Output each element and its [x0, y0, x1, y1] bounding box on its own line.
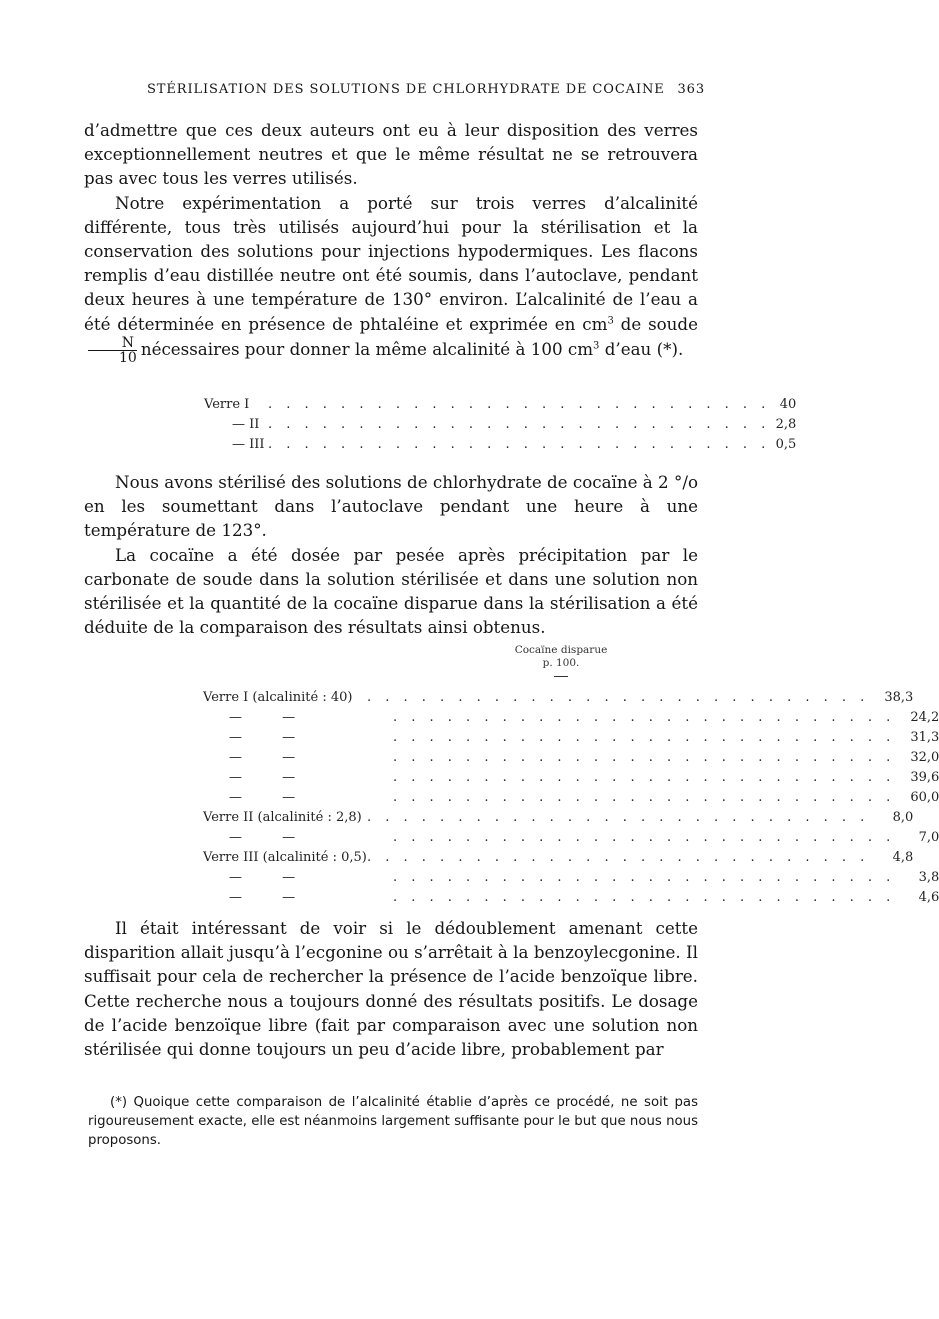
leader-dots: . . . . . . . . . . . . . . . . . . . . . . . . . . . .: [393, 729, 896, 745]
column-header-rule: [554, 676, 568, 677]
results-table: [203, 687, 939, 907]
p2-superscript-2: 3: [593, 340, 600, 352]
fraction-n-over-10: [88, 336, 137, 365]
row-label: Verre II (alcalinité : 2,8): [203, 809, 362, 825]
leader-dots: . . . . . . . . . . . . . . . . . . . . . . . . . . . .: [268, 436, 771, 452]
row-value: 24,2: [910, 709, 939, 725]
paragraph-3: Nous avons stérilisé des solutions de chlorhydrate de cocaïne à 2 °/o en les soumettant dans l’autoclave pendant une heure à une température de 123°.: [84, 472, 698, 541]
row-label: — —: [229, 749, 314, 765]
paragraph-5: Il était intéressant de voir si le dédoublement amenant cette disparition allait jusqu’à l’ecgonine ou s’arrêtait à la benzoylecgonine. Il suffisait pour cela de rechercher la présence de l’acide benzoïque libre. Cette recherche nous a toujours donné des résultats positifs. Le dosage de l’acide benzoïque libre (fait par comparaison avec une solution non stérilisée qui donne toujours un peu d’acide libre, probablement par: [84, 918, 698, 1060]
table-row: [204, 394, 797, 414]
row-value: 32,0: [910, 749, 939, 765]
row-value: 31,3: [910, 729, 939, 745]
p2-superscript-1: 3: [607, 315, 614, 327]
fraction-denominator: 10: [119, 349, 137, 366]
row-label: Verre I: [204, 396, 250, 412]
leader-dots: . . . . . . . . . . . . . . . . . . . . . . . . . . . .: [393, 789, 896, 805]
running-title: STÉRILISATION DES SOLUTIONS DE CHLORHYDRATE DE COCAINE: [147, 82, 665, 97]
row-label: — —: [229, 869, 314, 885]
table-row: [203, 867, 939, 887]
body-text-3: [84, 916, 698, 1061]
table-row: [204, 434, 797, 454]
paragraph-1: d’admettre que ces deux auteurs ont eu à leur disposition des verres exceptionnellement neutres et que le même résultat ne se retrouvera pas avec tous les verres utilisés.: [84, 120, 698, 189]
row-label: — III: [232, 436, 265, 452]
paragraph-4: La cocaïne a été dosée par pesée après précipitation par le carbonate de soude dans la solution stérilisée et dans une solution non stérilisée et la quantité de la cocaïne disparue dans la stérilisation a été déduite de la comparaison des résultats ainsi obtenus.: [84, 544, 698, 638]
leader-dots: . . . . . . . . . . . . . . . . . . . . . . . . . . . .: [393, 769, 896, 785]
leader-dots: . . . . . . . . . . . . . . . . . . . . . . . . . . . .: [393, 869, 896, 885]
table-row: [203, 727, 939, 747]
row-value: 7,0: [918, 829, 939, 845]
row-label: — —: [229, 829, 314, 845]
p2-text-c: nécessaires pour donner la même alcalinité à 100 cm: [140, 338, 594, 359]
leader-dots: . . . . . . . . . . . . . . . . . . . . . . . . . . . .: [393, 749, 896, 765]
row-value: 4,8: [892, 849, 914, 865]
table-row: [203, 847, 914, 867]
row-label: — —: [229, 889, 314, 905]
row-value: 8,0: [892, 809, 914, 825]
row-label: Verre III (alcalinité : 0,5): [203, 849, 367, 865]
leader-dots: . . . . . . . . . . . . . . . . . . . . . . . . . . . .: [393, 709, 896, 725]
row-label: — II: [232, 416, 260, 432]
leader-dots: . . . . . . . . . . . . . . . . . . . . . . . . . . . .: [268, 416, 771, 432]
table-row: [203, 807, 914, 827]
row-label: — —: [229, 769, 314, 785]
row-label: — —: [229, 709, 314, 725]
paragraph-2: [84, 191, 698, 365]
p2-text-d: d’eau (*).: [599, 338, 684, 359]
table-row: [204, 414, 797, 434]
footnote: [88, 1093, 698, 1150]
table-row: [203, 887, 939, 907]
leader-dots: . . . . . . . . . . . . . . . . . . . . . . . . . . . .: [367, 849, 870, 865]
leader-dots: . . . . . . . . . . . . . . . . . . . . . . . . . . . .: [393, 829, 896, 845]
alkalinity-table: [204, 394, 797, 454]
row-value: 2,8: [775, 416, 797, 432]
leader-dots: . . . . . . . . . . . . . . . . . . . . . . . . . . . .: [393, 889, 896, 905]
row-value: 40: [779, 396, 797, 412]
page-number: 363: [677, 82, 705, 97]
row-value: 0,5: [775, 436, 797, 452]
leader-dots: . . . . . . . . . . . . . . . . . . . . . . . . . . . .: [367, 689, 870, 705]
fraction-numerator: N: [88, 336, 137, 351]
row-value: 3,8: [918, 869, 939, 885]
row-value: 39,6: [910, 769, 939, 785]
table-row: [203, 687, 914, 707]
table-row: [203, 827, 939, 847]
footnote-text: (*) Quoique cette comparaison de l’alcalinité établie d’après ce procédé, ne soit pas rigoureusement exacte, elle est néanmoins largement suffisante pour le but que nous nous proposons.: [88, 1095, 698, 1148]
p2-text-a: Notre expérimentation a porté sur trois verres d’alcalinité différente, tous très utilisés aujourd’hui pour la stérilisation et la conservation des solutions pour injections hypodermiques. Les flacons remplis d’eau distillée neutre ont été soumis, dans l’autoclave, pendant deux heures à une température de 130° environ. L’alcalinité de l’eau a été déterminée en présence de phtaléine et exprimée en cm: [84, 192, 698, 334]
leader-dots: . . . . . . . . . . . . . . . . . . . . . . . . . . . .: [268, 396, 771, 412]
body-text-2: [84, 470, 698, 639]
column-header-line-2: p. 100.: [542, 657, 580, 669]
leader-dots: . . . . . . . . . . . . . . . . . . . . . . . . . . . .: [367, 809, 870, 825]
row-label: — —: [229, 729, 314, 745]
table-row: [203, 747, 939, 767]
results-column-header: [496, 644, 626, 677]
p2-text-b: de soude: [613, 313, 698, 334]
row-value: 60,0: [910, 789, 939, 805]
table-row: [203, 787, 939, 807]
body-text: [84, 118, 698, 365]
row-label: — —: [229, 789, 314, 805]
row-value: 38,3: [884, 689, 914, 705]
table-row: [203, 767, 939, 787]
table-row: [203, 707, 939, 727]
running-head: [95, 82, 705, 97]
row-value: 4,6: [918, 889, 939, 905]
row-label: Verre I (alcalinité : 40): [203, 689, 353, 705]
column-header-line-1: Cocaïne disparue: [514, 644, 608, 656]
